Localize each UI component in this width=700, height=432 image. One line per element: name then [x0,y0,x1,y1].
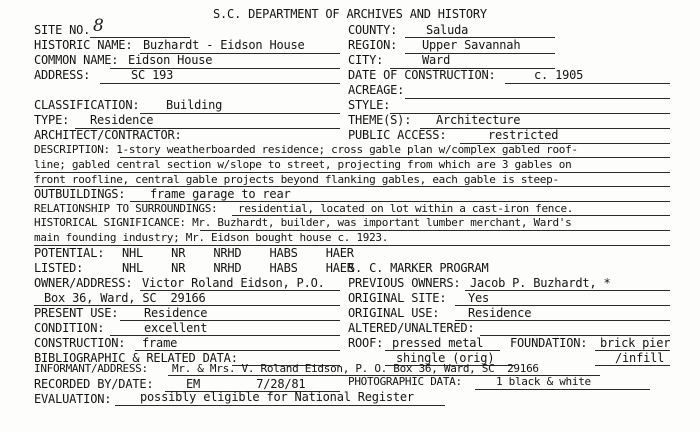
description-underline-3 [34,186,670,187]
foundation-underline-2 [595,365,670,366]
original-site-label: ORIGINAL SITE: [348,291,447,305]
foundation-label: FOUNDATION: [510,336,588,350]
recorded-by-value: EM 7/28/81 [186,377,306,391]
condition-value: excellent [144,321,208,335]
roof-label: ROOF: [348,336,384,350]
card-title: S.C. DEPARTMENT OF ARCHIVES AND HISTORY [213,7,487,21]
description-line-1: DESCRIPTION: 1-story weatherboarded residence; cross gable plan w/complex gabled roof- [34,143,578,156]
style-underline [390,113,670,114]
style-label: STYLE: [348,98,391,112]
type-value: Residence [90,113,154,127]
original-site-value: Yes [468,291,490,305]
evaluation-value: possibly eligible for National Register [140,390,414,404]
present-use-value: Residence [144,306,208,320]
marker-program: S. C. MARKER PROGRAM [348,261,489,275]
city-value: Ward [422,53,451,67]
county-label: COUNTY: [348,23,398,37]
significance-line-2: main founding industry; Mr. Eidson bought house c. 1923. [34,231,389,244]
relationship-label: RELATIONSHIP TO SURROUNDINGS: [34,202,218,215]
region-label: REGION: [348,38,398,52]
architect-label: ARCHITECT/CONTRACTOR: [34,128,182,142]
roof-line-1: pressed metal [392,336,484,350]
description-line-3: front roofline, central gable projects beyond flanking gables, each gable is steep- [34,173,559,186]
owner-line-1: Victor Roland Eidson, P.O. [142,276,325,290]
construction-value: frame [142,336,178,350]
construction-label: CONSTRUCTION: [34,336,126,350]
date-of-construction-underline [505,83,670,84]
evaluation-underline [115,405,445,406]
acreage-underline [405,98,670,99]
condition-label: CONDITION: [34,321,105,335]
recorded-by-label: RECORDED BY/DATE: [34,377,154,391]
common-name-value: Eidson House [128,53,213,67]
common-name-label: COMMON NAME: [34,53,119,67]
previous-owners-value: Jacob P. Buzhardt, * [470,276,611,290]
relationship-value: residential, located on lot within a cast-iron fence. [238,202,574,215]
significance-line-1: HISTORICAL SIGNIFICANCE: Mr. Buzhardt, builder, was important lumber merchant, Ward's [34,216,572,229]
altered-label: ALTERED/UNALTERED: [348,321,475,335]
photographic-value: 1 black & white [496,375,591,388]
classification-label: CLASSIFICATION: [34,98,140,112]
potential-label: POTENTIAL: [34,246,105,260]
themes-label: THEME(S): [348,113,412,127]
outbuildings-label: OUTBUILDINGS: [34,187,126,201]
roof-line-2: shingle (orig) [396,351,495,365]
original-use-value: Residence [468,306,532,320]
evaluation-label: EVALUATION: [34,392,112,406]
potential-options: NHL NR NRHD HABS HAER [122,246,354,260]
present-use-label: PRESENT USE: [34,306,119,320]
original-use-underline [455,320,670,321]
owner-label: OWNER/ADDRESS: [34,276,133,290]
address-value: SC 193 [131,68,174,82]
informant-label: INFORMANT/ADDRESS: [34,362,148,375]
bibliographic-label: BIBLIOGRAPHIC & RELATED DATA: [34,351,238,365]
photographic-underline [475,389,650,390]
listed-options: NHL NR NRHD HABS HAER [122,261,354,275]
site-label: SITE NO. [34,23,91,37]
classification-value: Building [166,98,223,112]
description-line-2: line; gabled central section w/slope to street, projecting from which are 3 gables on [34,158,572,171]
city-label: CITY: [348,53,384,67]
region-value: Upper Savannah [422,38,521,52]
original-use-label: ORIGINAL USE: [348,306,440,320]
themes-value: Architecture [436,113,521,127]
public-access-label: PUBLIC ACCESS: [348,128,447,142]
previous-owners-label: PREVIOUS OWNERS: [348,276,461,290]
historic-name-label: HISTORIC NAME: [34,38,133,52]
county-value: Saluda [426,23,469,37]
date-of-construction-label: DATE OF CONSTRUCTION: [348,68,496,82]
public-access-value: restricted [488,128,559,142]
acreage-label: ACREAGE: [348,83,405,97]
address-label: ADDRESS: [34,68,91,82]
type-label: TYPE: [34,113,70,127]
address-underline [100,83,340,84]
foundation-line-1: brick pier [600,336,671,350]
date-of-construction-value: c. 1905 [534,68,584,82]
listed-label: LISTED: [34,261,84,275]
outbuildings-value: frame garage to rear [150,187,291,201]
foundation-line-2: /infill [615,351,665,365]
previous-owners-underline [465,290,670,291]
owner-line-2: Box 36, Ward, SC 29166 [44,291,206,305]
historic-name-value: Buzhardt - Eidson House [143,38,305,52]
site-number: 8 [93,16,104,36]
photographic-label: PHOTOGRAPHIC DATA: [348,375,462,388]
informant-value: Mr. & Mrs. V. Roland Eidson, P. O. Box 36, Ward, SC 29166 [172,362,539,375]
classification-underline [140,113,340,114]
